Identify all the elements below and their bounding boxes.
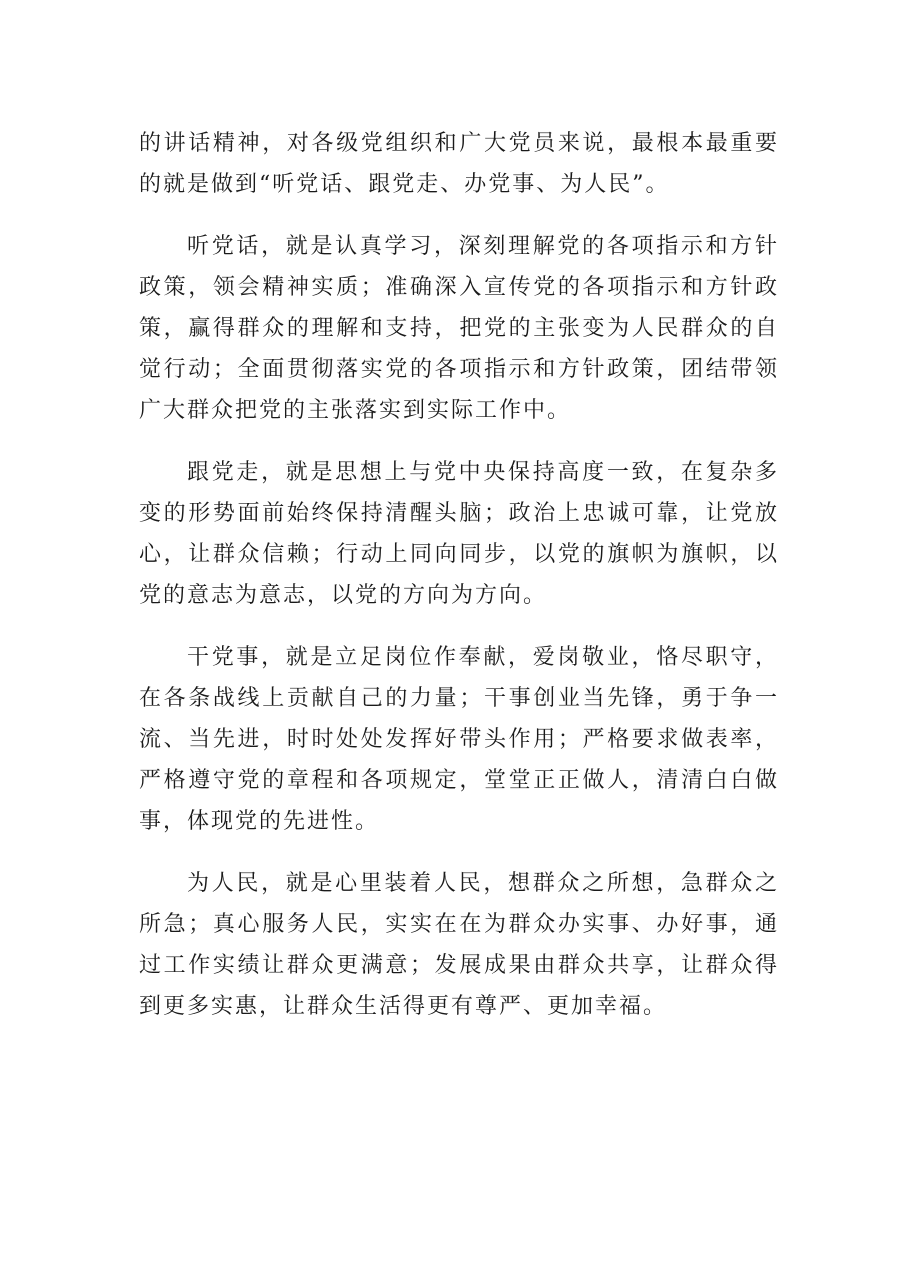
document-body bbox=[139, 123, 779, 1027]
paragraph-continuation: 的讲话精神，对各级党组织和广大党员来说，最根本最重要的就是做到“听党话、跟党走、办党事、为人民”。 bbox=[139, 131, 779, 197]
paragraph-serve-people: 为人民，就是心里装着人民，想群众之所想，急群众之所急；真心服务人民，实实在在为群众办实事、办好事，通过工作实绩让群众更满意；发展成果由群众共享，让群众得到更多实惠，让群众生活得更有尊严、更加幸福。 bbox=[139, 871, 779, 1019]
paragraph-work-for-party: 干党事，就是立足岗位作奉献，爱岗敬业，恪尽职守，在各条战线上贡献自己的力量；干事创业当先锋，勇于争一流、当先进，时时处处发挥好带头作用；严格要求做表率，严格遵守党的章程和各项规定，堂堂正正做人，清清白白做事，体现党的先进性。 bbox=[139, 645, 779, 834]
paragraph-listen-to-party: 听党话，就是认真学习，深刻理解党的各项指示和方针政策，领会精神实质；准确深入宣传党的各项指示和方针政策，赢得群众的理解和支持，把党的主张变为人民群众的自觉行动；全面贯彻落实党的各项指示和方针政策，团结带领广大群众把党的主张落实到实际工作中。 bbox=[139, 234, 779, 423]
paragraph-follow-party: 跟党走，就是思想上与党中央保持高度一致，在复杂多变的形势面前始终保持清醒头脑；政治上忠诚可靠，让党放心，让群众信赖；行动上同向同步，以党的旗帜为旗帜，以党的意志为意志，以党的方向为方向。 bbox=[139, 460, 779, 608]
